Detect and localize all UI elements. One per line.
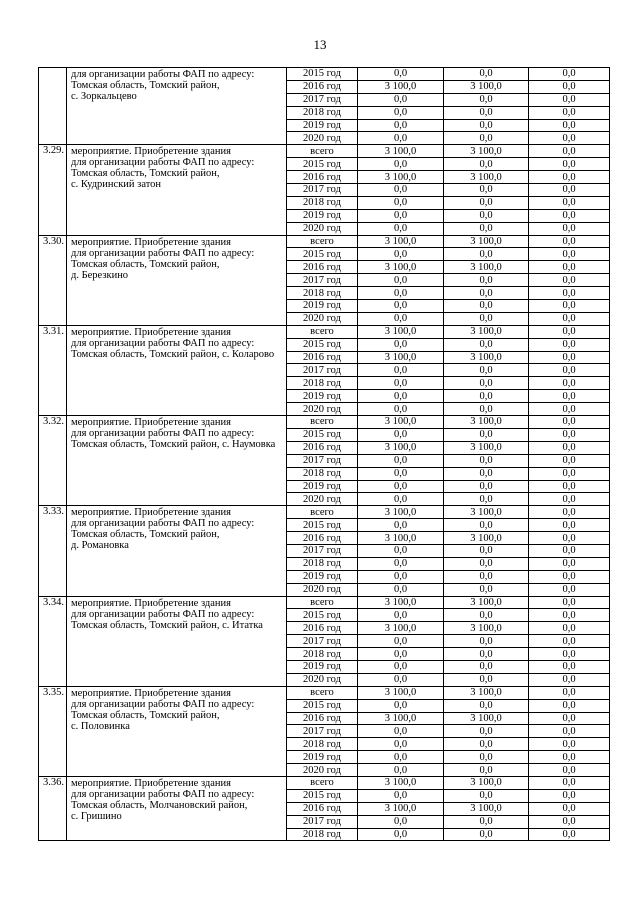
period-cell: 2017 год	[287, 364, 358, 377]
regional-budget-cell: 3 100,0	[444, 532, 529, 545]
other-sources-cell: 0,0	[529, 119, 610, 132]
total-value-cell: 0,0	[358, 467, 444, 480]
regional-budget-cell: 0,0	[444, 222, 529, 235]
item-number: 3.32.	[39, 416, 67, 506]
total-value-cell: 3 100,0	[358, 532, 444, 545]
regional-budget-cell: 0,0	[444, 209, 529, 222]
period-cell: 2018 год	[287, 377, 358, 390]
other-sources-cell: 0,0	[529, 764, 610, 777]
table-row	[39, 596, 610, 609]
financing-table	[38, 67, 610, 841]
total-value-cell: 0,0	[358, 300, 444, 313]
total-value-cell: 3 100,0	[358, 325, 444, 338]
period-cell: всего	[287, 596, 358, 609]
other-sources-cell: 0,0	[529, 519, 610, 532]
period-cell: 2015 год	[287, 789, 358, 802]
period-cell: 2019 год	[287, 570, 358, 583]
item-number	[39, 68, 67, 145]
other-sources-cell: 0,0	[529, 196, 610, 209]
regional-budget-cell: 0,0	[444, 119, 529, 132]
regional-budget-cell: 0,0	[444, 673, 529, 686]
regional-budget-cell: 0,0	[444, 403, 529, 416]
period-cell: 2020 год	[287, 403, 358, 416]
regional-budget-cell: 3 100,0	[444, 235, 529, 248]
regional-budget-cell: 0,0	[444, 660, 529, 673]
period-cell: всего	[287, 325, 358, 338]
period-cell: 2019 год	[287, 119, 358, 132]
period-cell: 2016 год	[287, 171, 358, 184]
total-value-cell: 3 100,0	[358, 80, 444, 93]
other-sources-cell: 0,0	[529, 261, 610, 274]
other-sources-cell: 0,0	[529, 776, 610, 789]
regional-budget-cell: 0,0	[444, 454, 529, 467]
other-sources-cell: 0,0	[529, 622, 610, 635]
regional-budget-cell: 3 100,0	[444, 622, 529, 635]
period-cell: 2019 год	[287, 390, 358, 403]
period-cell: 2019 год	[287, 209, 358, 222]
period-cell: 2017 год	[287, 274, 358, 287]
total-value-cell: 0,0	[358, 222, 444, 235]
total-value-cell: 0,0	[358, 403, 444, 416]
regional-budget-cell: 3 100,0	[444, 416, 529, 429]
period-cell: 2018 год	[287, 738, 358, 751]
total-value-cell: 0,0	[358, 609, 444, 622]
regional-budget-cell: 3 100,0	[444, 80, 529, 93]
other-sources-cell: 0,0	[529, 274, 610, 287]
total-value-cell: 0,0	[358, 660, 444, 673]
other-sources-cell: 0,0	[529, 184, 610, 197]
total-value-cell: 0,0	[358, 789, 444, 802]
total-value-cell: 0,0	[358, 390, 444, 403]
table-row	[39, 145, 610, 158]
other-sources-cell: 0,0	[529, 145, 610, 158]
total-value-cell: 3 100,0	[358, 235, 444, 248]
other-sources-cell: 0,0	[529, 570, 610, 583]
period-cell: всего	[287, 686, 358, 699]
item-number: 3.30.	[39, 235, 67, 325]
total-value-cell: 0,0	[358, 480, 444, 493]
period-cell: 2018 год	[287, 196, 358, 209]
other-sources-cell: 0,0	[529, 609, 610, 622]
total-value-cell: 0,0	[358, 673, 444, 686]
regional-budget-cell: 0,0	[444, 106, 529, 119]
period-cell: всего	[287, 416, 358, 429]
other-sources-cell: 0,0	[529, 106, 610, 119]
other-sources-cell: 0,0	[529, 802, 610, 815]
total-value-cell: 3 100,0	[358, 622, 444, 635]
total-value-cell: 0,0	[358, 106, 444, 119]
regional-budget-cell: 0,0	[444, 287, 529, 300]
total-value-cell: 0,0	[358, 196, 444, 209]
regional-budget-cell: 0,0	[444, 377, 529, 390]
other-sources-cell: 0,0	[529, 712, 610, 725]
other-sources-cell: 0,0	[529, 467, 610, 480]
total-value-cell: 3 100,0	[358, 416, 444, 429]
regional-budget-cell: 0,0	[444, 428, 529, 441]
other-sources-cell: 0,0	[529, 325, 610, 338]
period-cell: 2020 год	[287, 673, 358, 686]
total-value-cell: 0,0	[358, 699, 444, 712]
period-cell: 2017 год	[287, 184, 358, 197]
table-row	[39, 776, 610, 789]
other-sources-cell: 0,0	[529, 660, 610, 673]
other-sources-cell: 0,0	[529, 454, 610, 467]
other-sources-cell: 0,0	[529, 738, 610, 751]
regional-budget-cell: 0,0	[444, 158, 529, 171]
regional-budget-cell: 0,0	[444, 725, 529, 738]
period-cell: 2020 год	[287, 493, 358, 506]
other-sources-cell: 0,0	[529, 235, 610, 248]
other-sources-cell: 0,0	[529, 222, 610, 235]
item-number: 3.31.	[39, 325, 67, 415]
total-value-cell: 0,0	[358, 493, 444, 506]
period-cell: 2020 год	[287, 222, 358, 235]
total-value-cell: 0,0	[358, 209, 444, 222]
item-number: 3.29.	[39, 145, 67, 235]
total-value-cell: 3 100,0	[358, 441, 444, 454]
item-description: мероприятие. Приобретение здания для организации работы ФАП по адресу: Томская область, Томский район, с. Кудринский затон	[67, 145, 287, 235]
total-value-cell: 3 100,0	[358, 506, 444, 519]
total-value-cell: 0,0	[358, 751, 444, 764]
period-cell: 2018 год	[287, 467, 358, 480]
total-value-cell: 0,0	[358, 557, 444, 570]
regional-budget-cell: 0,0	[444, 648, 529, 661]
regional-budget-cell: 0,0	[444, 557, 529, 570]
period-cell: 2016 год	[287, 802, 358, 815]
other-sources-cell: 0,0	[529, 751, 610, 764]
item-description: мероприятие. Приобретение здания для организации работы ФАП по адресу: Томская область, Молчановский район, с. Гришино	[67, 776, 287, 840]
total-value-cell: 0,0	[358, 119, 444, 132]
period-cell: 2016 год	[287, 622, 358, 635]
total-value-cell: 3 100,0	[358, 596, 444, 609]
period-cell: 2016 год	[287, 80, 358, 93]
total-value-cell: 0,0	[358, 132, 444, 145]
total-value-cell: 0,0	[358, 377, 444, 390]
regional-budget-cell: 0,0	[444, 493, 529, 506]
other-sources-cell: 0,0	[529, 532, 610, 545]
period-cell: всего	[287, 145, 358, 158]
total-value-cell: 0,0	[358, 764, 444, 777]
total-value-cell: 0,0	[358, 274, 444, 287]
regional-budget-cell: 0,0	[444, 828, 529, 841]
regional-budget-cell: 0,0	[444, 544, 529, 557]
period-cell: 2016 год	[287, 351, 358, 364]
regional-budget-cell: 0,0	[444, 467, 529, 480]
regional-budget-cell: 0,0	[444, 738, 529, 751]
total-value-cell: 0,0	[358, 312, 444, 325]
period-cell: 2019 год	[287, 300, 358, 313]
regional-budget-cell: 0,0	[444, 132, 529, 145]
item-description: мероприятие. Приобретение здания для организации работы ФАП по адресу: Томская область, Томский район, д. Романовка	[67, 506, 287, 596]
other-sources-cell: 0,0	[529, 248, 610, 261]
regional-budget-cell: 0,0	[444, 248, 529, 261]
period-cell: 2019 год	[287, 480, 358, 493]
other-sources-cell: 0,0	[529, 428, 610, 441]
regional-budget-cell: 0,0	[444, 312, 529, 325]
item-description: мероприятие. Приобретение здания для организации работы ФАП по адресу: Томская область, Томский район, с. Наумовка	[67, 416, 287, 506]
period-cell: всего	[287, 506, 358, 519]
other-sources-cell: 0,0	[529, 480, 610, 493]
regional-budget-cell: 0,0	[444, 699, 529, 712]
regional-budget-cell: 0,0	[444, 789, 529, 802]
total-value-cell: 0,0	[358, 519, 444, 532]
item-number: 3.36.	[39, 776, 67, 840]
total-value-cell: 0,0	[358, 828, 444, 841]
total-value-cell: 0,0	[358, 158, 444, 171]
table-row	[39, 506, 610, 519]
period-cell: 2015 год	[287, 428, 358, 441]
period-cell: 2017 год	[287, 544, 358, 557]
other-sources-cell: 0,0	[529, 635, 610, 648]
period-cell: 2017 год	[287, 93, 358, 106]
other-sources-cell: 0,0	[529, 338, 610, 351]
other-sources-cell: 0,0	[529, 287, 610, 300]
item-description: мероприятие. Приобретение здания для организации работы ФАП по адресу: Томская область, Томский район, с. Итатка	[67, 596, 287, 686]
item-description: мероприятие. Приобретение здания для организации работы ФАП по адресу: Томская область, Томский район, с. Половинка	[67, 686, 287, 776]
regional-budget-cell: 0,0	[444, 570, 529, 583]
other-sources-cell: 0,0	[529, 725, 610, 738]
total-value-cell: 3 100,0	[358, 686, 444, 699]
regional-budget-cell: 0,0	[444, 68, 529, 81]
regional-budget-cell: 3 100,0	[444, 145, 529, 158]
period-cell: 2016 год	[287, 261, 358, 274]
total-value-cell: 0,0	[358, 583, 444, 596]
total-value-cell: 0,0	[358, 338, 444, 351]
other-sources-cell: 0,0	[529, 596, 610, 609]
total-value-cell: 0,0	[358, 364, 444, 377]
period-cell: 2020 год	[287, 312, 358, 325]
regional-budget-cell: 0,0	[444, 93, 529, 106]
period-cell: 2015 год	[287, 338, 358, 351]
regional-budget-cell: 0,0	[444, 635, 529, 648]
period-cell: 2016 год	[287, 712, 358, 725]
other-sources-cell: 0,0	[529, 544, 610, 557]
period-cell: всего	[287, 235, 358, 248]
item-description: мероприятие. Приобретение здания для организации работы ФАП по адресу: Томская область, Томский район, д. Березкино	[67, 235, 287, 325]
regional-budget-cell: 0,0	[444, 815, 529, 828]
other-sources-cell: 0,0	[529, 209, 610, 222]
period-cell: 2015 год	[287, 519, 358, 532]
regional-budget-cell: 0,0	[444, 196, 529, 209]
regional-budget-cell: 3 100,0	[444, 686, 529, 699]
other-sources-cell: 0,0	[529, 648, 610, 661]
regional-budget-cell: 0,0	[444, 519, 529, 532]
regional-budget-cell: 3 100,0	[444, 802, 529, 815]
regional-budget-cell: 0,0	[444, 609, 529, 622]
period-cell: 2020 год	[287, 583, 358, 596]
total-value-cell: 0,0	[358, 93, 444, 106]
table-row	[39, 68, 610, 81]
period-cell: 2015 год	[287, 158, 358, 171]
other-sources-cell: 0,0	[529, 93, 610, 106]
table-row	[39, 686, 610, 699]
total-value-cell: 0,0	[358, 248, 444, 261]
other-sources-cell: 0,0	[529, 158, 610, 171]
total-value-cell: 0,0	[358, 738, 444, 751]
regional-budget-cell: 3 100,0	[444, 171, 529, 184]
period-cell: 2018 год	[287, 828, 358, 841]
period-cell: 2019 год	[287, 660, 358, 673]
total-value-cell: 0,0	[358, 454, 444, 467]
other-sources-cell: 0,0	[529, 557, 610, 570]
period-cell: всего	[287, 776, 358, 789]
total-value-cell: 0,0	[358, 815, 444, 828]
period-cell: 2015 год	[287, 68, 358, 81]
regional-budget-cell: 3 100,0	[444, 351, 529, 364]
total-value-cell: 0,0	[358, 648, 444, 661]
other-sources-cell: 0,0	[529, 493, 610, 506]
regional-budget-cell: 0,0	[444, 184, 529, 197]
total-value-cell: 3 100,0	[358, 351, 444, 364]
regional-budget-cell: 0,0	[444, 300, 529, 313]
other-sources-cell: 0,0	[529, 686, 610, 699]
period-cell: 2020 год	[287, 764, 358, 777]
total-value-cell: 3 100,0	[358, 171, 444, 184]
item-description: для организации работы ФАП по адресу: Томская область, Томский район, с. Зоркальцево	[67, 68, 287, 145]
total-value-cell: 3 100,0	[358, 712, 444, 725]
regional-budget-cell: 0,0	[444, 390, 529, 403]
page-number: 13	[313, 37, 327, 52]
total-value-cell: 3 100,0	[358, 802, 444, 815]
other-sources-cell: 0,0	[529, 506, 610, 519]
period-cell: 2015 год	[287, 699, 358, 712]
other-sources-cell: 0,0	[529, 351, 610, 364]
other-sources-cell: 0,0	[529, 416, 610, 429]
regional-budget-cell: 0,0	[444, 364, 529, 377]
other-sources-cell: 0,0	[529, 300, 610, 313]
total-value-cell: 0,0	[358, 635, 444, 648]
item-number: 3.34.	[39, 596, 67, 686]
period-cell: 2015 год	[287, 609, 358, 622]
period-cell: 2017 год	[287, 635, 358, 648]
period-cell: 2018 год	[287, 106, 358, 119]
regional-budget-cell: 0,0	[444, 338, 529, 351]
regional-budget-cell: 3 100,0	[444, 596, 529, 609]
total-value-cell: 3 100,0	[358, 776, 444, 789]
total-value-cell: 0,0	[358, 725, 444, 738]
total-value-cell: 0,0	[358, 428, 444, 441]
regional-budget-cell: 0,0	[444, 764, 529, 777]
total-value-cell: 0,0	[358, 287, 444, 300]
regional-budget-cell: 3 100,0	[444, 506, 529, 519]
table-body	[39, 68, 610, 841]
total-value-cell: 0,0	[358, 570, 444, 583]
other-sources-cell: 0,0	[529, 815, 610, 828]
period-cell: 2020 год	[287, 132, 358, 145]
period-cell: 2016 год	[287, 441, 358, 454]
regional-budget-cell: 3 100,0	[444, 261, 529, 274]
other-sources-cell: 0,0	[529, 699, 610, 712]
other-sources-cell: 0,0	[529, 80, 610, 93]
table-row	[39, 416, 610, 429]
total-value-cell: 0,0	[358, 68, 444, 81]
regional-budget-cell: 3 100,0	[444, 441, 529, 454]
period-cell: 2017 год	[287, 454, 358, 467]
other-sources-cell: 0,0	[529, 441, 610, 454]
period-cell: 2018 год	[287, 557, 358, 570]
other-sources-cell: 0,0	[529, 789, 610, 802]
period-cell: 2018 год	[287, 287, 358, 300]
other-sources-cell: 0,0	[529, 673, 610, 686]
item-description: мероприятие. Приобретение здания для организации работы ФАП по адресу: Томская область, Томский район, с. Коларово	[67, 325, 287, 415]
period-cell: 2017 год	[287, 815, 358, 828]
other-sources-cell: 0,0	[529, 403, 610, 416]
other-sources-cell: 0,0	[529, 68, 610, 81]
total-value-cell: 3 100,0	[358, 261, 444, 274]
period-cell: 2016 год	[287, 532, 358, 545]
item-number: 3.33.	[39, 506, 67, 596]
regional-budget-cell: 0,0	[444, 480, 529, 493]
total-value-cell: 0,0	[358, 184, 444, 197]
table-row	[39, 325, 610, 338]
regional-budget-cell: 3 100,0	[444, 712, 529, 725]
table-row	[39, 235, 610, 248]
period-cell: 2017 год	[287, 725, 358, 738]
period-cell: 2018 год	[287, 648, 358, 661]
other-sources-cell: 0,0	[529, 583, 610, 596]
regional-budget-cell: 0,0	[444, 274, 529, 287]
total-value-cell: 3 100,0	[358, 145, 444, 158]
regional-budget-cell: 0,0	[444, 751, 529, 764]
other-sources-cell: 0,0	[529, 132, 610, 145]
other-sources-cell: 0,0	[529, 828, 610, 841]
regional-budget-cell: 3 100,0	[444, 325, 529, 338]
period-cell: 2015 год	[287, 248, 358, 261]
regional-budget-cell: 3 100,0	[444, 776, 529, 789]
total-value-cell: 0,0	[358, 544, 444, 557]
other-sources-cell: 0,0	[529, 390, 610, 403]
item-number: 3.35.	[39, 686, 67, 776]
other-sources-cell: 0,0	[529, 312, 610, 325]
regional-budget-cell: 0,0	[444, 583, 529, 596]
other-sources-cell: 0,0	[529, 364, 610, 377]
period-cell: 2019 год	[287, 751, 358, 764]
other-sources-cell: 0,0	[529, 171, 610, 184]
other-sources-cell: 0,0	[529, 377, 610, 390]
